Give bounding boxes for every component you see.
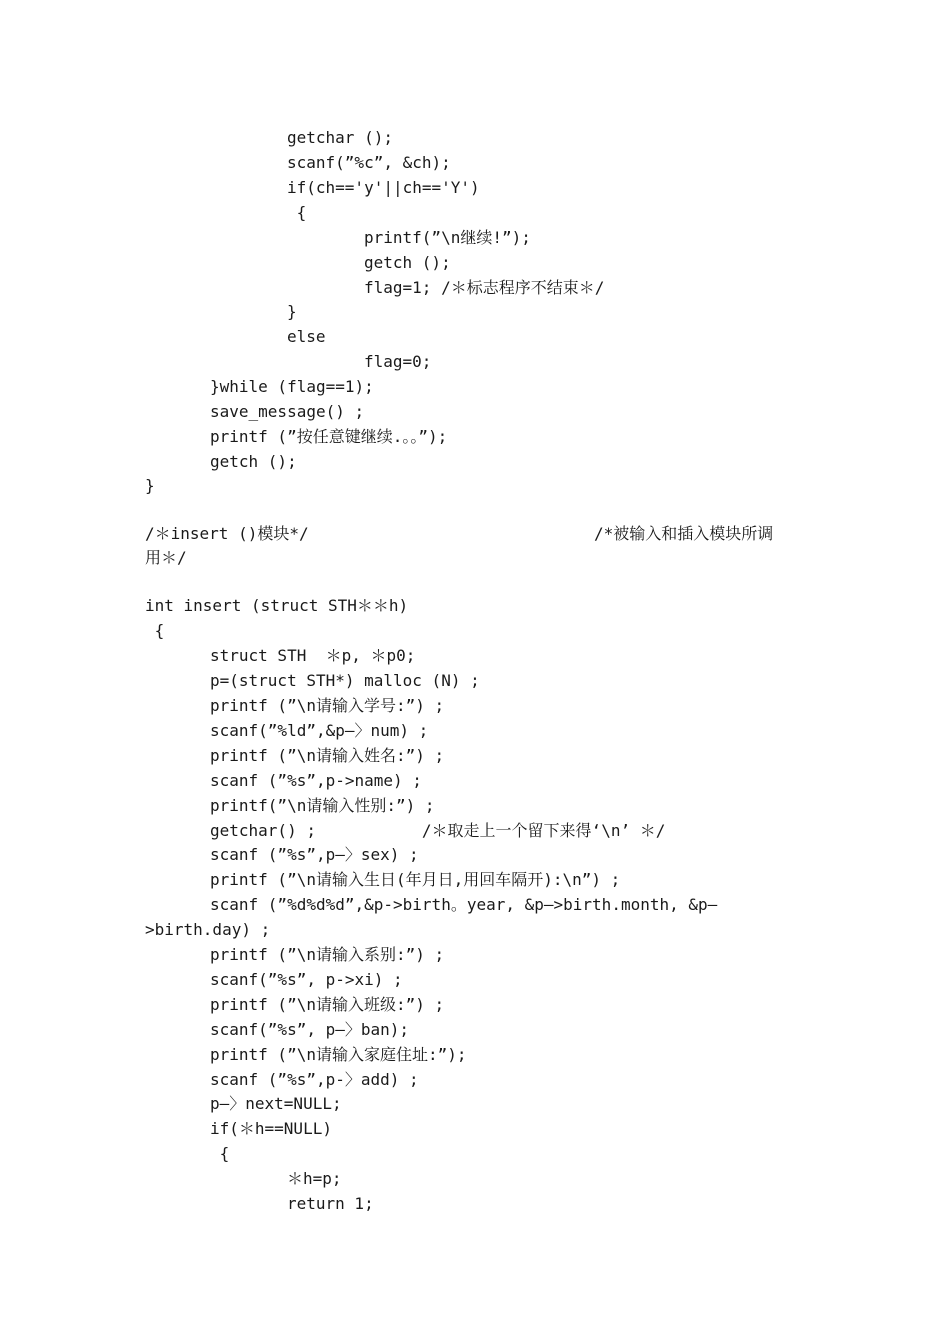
code-line: struct STH ＊p, ＊p0; [210,646,416,665]
code-line: printf (”按任意键继续.。。”); [210,427,448,446]
code-line: getchar() ; /＊取走上一个留下来得‘\n’ ＊/ [210,821,666,840]
code-line: p=(struct STH*) malloc (N) ; [210,671,480,690]
code-line: { [287,203,307,222]
code-line: getch (); [210,452,297,471]
insert-module-comment: /＊insert ()模块*/ [145,524,309,543]
insert-module-comment-right: /*被输入和插入模块所调 [594,524,774,543]
code-line: getch (); [364,253,451,272]
code-line: flag=0; [364,352,432,371]
code-line: else [287,327,326,346]
code-line: scanf (”%d%d%d”,&p->birth。year, &p—>birth.month, &p— [210,895,718,914]
function-signature: int insert (struct STH＊＊h) [145,596,409,615]
code-line: printf (”\n请输入系别:”) ; [210,945,445,964]
code-line: }while (flag==1); [210,377,374,396]
code-line: { [145,621,165,640]
code-line: scanf(”%s”, p—〉ban); [210,1020,410,1039]
code-line: scanf(”%ld”,&p—〉num) ; [210,721,429,740]
code-line: printf (”\n请输入学号:”) ; [210,696,445,715]
code-line: getchar (); [287,128,393,147]
insert-module-comment-wrap: 用＊/ [145,548,187,567]
code-line: scanf (”%s”,p->name) ; [210,771,422,790]
code-line: printf(”\n继续!”); [364,228,531,247]
code-line: printf (”\n请输入生日(年月日,用回车隔开):\n”) ; [210,870,621,889]
code-line: printf(”\n请输入性别:”) ; [210,796,435,815]
code-line: } [145,476,155,495]
code-line: if(＊h==NULL) [210,1119,332,1138]
code-line: return 1; [287,1194,374,1213]
code-line: } [287,302,297,321]
code-line: ＊h=p; [287,1169,342,1188]
code-line: scanf (”%s”,p—〉sex) ; [210,845,419,864]
code-line: flag=1; /＊标志程序不结束＊/ [364,278,605,297]
code-line: printf (”\n请输入姓名:”) ; [210,746,445,765]
code-line: scanf(”%s”, p->xi) ; [210,970,403,989]
code-line: printf (”\n请输入班级:”) ; [210,995,445,1014]
code-line: printf (”\n请输入家庭住址:”); [210,1045,467,1064]
code-line: if(ch=='y'||ch=='Y') [287,178,480,197]
code-line: { [210,1144,230,1163]
code-line: scanf(”%c”, &ch); [287,153,451,172]
code-line: >birth.day) ; [145,920,271,939]
code-line: scanf (”%s”,p-〉add) ; [210,1070,419,1089]
code-line: p—〉next=NULL; [210,1094,342,1113]
code-line: save_message() ; [210,402,365,421]
